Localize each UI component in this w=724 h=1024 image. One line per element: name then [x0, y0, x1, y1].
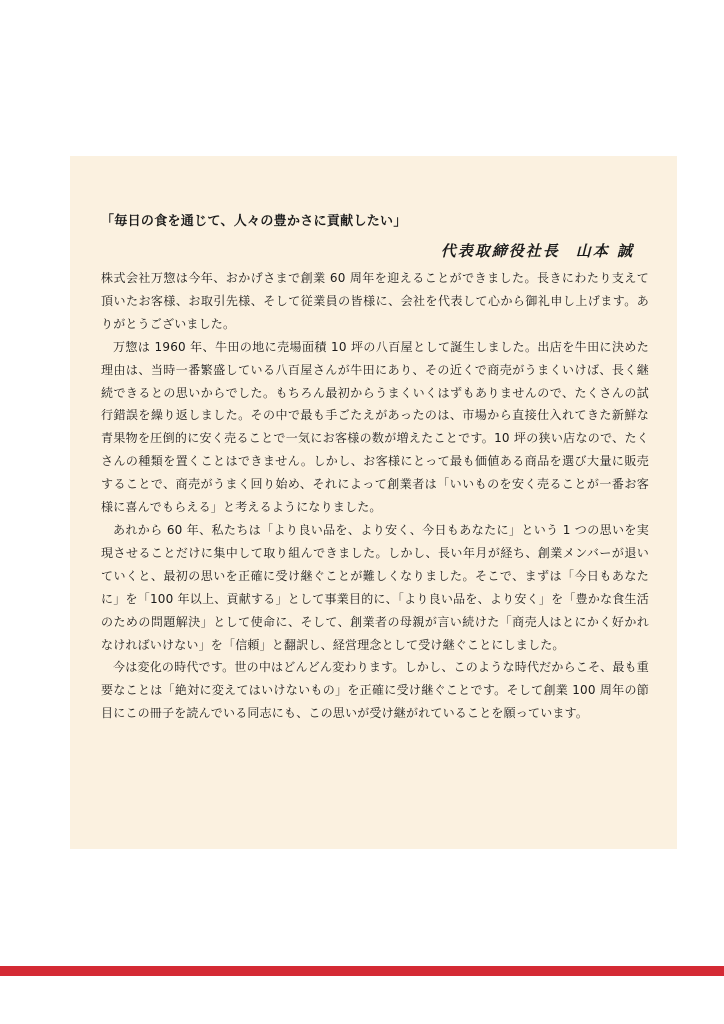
message-heading: 「毎日の食を通じて、人々の豊かさに貢献したい」 [101, 214, 407, 229]
paragraph: 万惣は 1960 年、牛田の地に売場面積 10 坪の八百屋として誕生しました。出店を牛田に決めた理由は、当時一番繁盛している八百屋さんが牛田にあり、その近くで商売がうまくいけば、長く継続できるとの思いからでした。もちろん最初からうまくいくはずもありませんので、たくさんの試行錯誤を繰り返しました。その中で最も手ごたえがあったのは、市場から直接仕入れてきた新鮮な青果物を圧倒的に安く売ることで一気にお客様の数が増えたことです。10 坪の狭い店なので、たくさんの種類を置くことはできません。しかし、お客様にとって最も価値ある商品を選び大量に販売することで、商売がうまく回り始め、それによって創業者は「いいものを安く売ることが一番お客様に喜んでもらえる」と考えるようになりました。 [101, 339, 649, 515]
paragraph: あれから 60 年、私たちは「より良い品を、より安く、今日もあなたに」という 1 つの思いを実現させることだけに集中して取り組んできました。しかし、長い年月が経ち、創業メンバーが退いていくと、最初の思いを正確に受け継ぐことが難しくなりました。そこで、まずは「今日もあなたに」を「100 年以上、貢献する」として事業目的に、「より良い品を、より安く」を「豊かな食生活のための問題解決」として使命に、そして、創業者の母親が言い続けた「商売人はとにかく好かれなければいけない」を「信頼」と翻訳し、経営理念として受け継ぐことにしました。 [101, 522, 649, 652]
message-body [101, 267, 649, 725]
accent-bar [0, 966, 724, 976]
paragraph: 株式会社万惣は今年、おかげさまで創業 60 周年を迎えることができました。長きにわたり支えて頂いたお客様、お取引先様、そして従業員の皆様に、会社を代表して心から御礼申し上げます。ありがとうございました。 [101, 271, 649, 331]
signature [441, 240, 634, 261]
paragraph: 今は変化の時代です。世の中はどんどん変わります。しかし、このような時代だからこそ、最も重要なことは「絶対に変えてはいけないもの」を正確に受け継ぐことです。そして創業 100 周年の節目にこの冊子を読んでいる同志にも、この思いが受け継がれていることを願っています。 [101, 660, 649, 721]
signature-name: 山本 誠 [575, 242, 634, 260]
signature-title: 代表取締役社長 [440, 242, 560, 260]
message-panel [70, 156, 677, 849]
